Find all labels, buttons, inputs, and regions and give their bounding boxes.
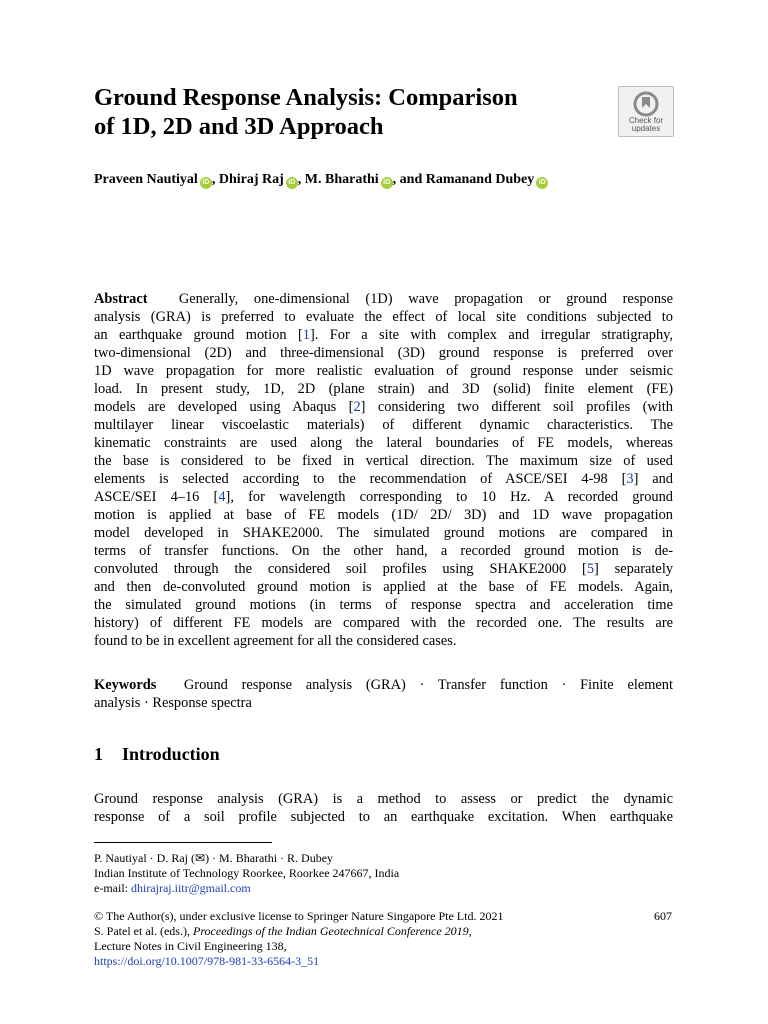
footnote-affiliation: Indian Institute of Technology Roorkee, Roorkee 247667, India: [94, 866, 400, 880]
abstract-line: terms of transfer functions. On the other hand, a recorded ground motion is de-: [94, 543, 673, 559]
abstract-line: history) of different FE models are compared with the recorded one. The results are: [94, 615, 673, 631]
abstract-line: and then de-convoluted ground motion is applied at the base of FE models. Again,: [94, 579, 673, 595]
abstract-line: multilayer linear viscoelastic materials) of different dynamic characteristics. The: [94, 417, 673, 433]
footnote-rule: [94, 842, 272, 843]
citation-link[interactable]: 3: [626, 471, 634, 487]
abstract-line: found to be in excellent agreement for all the considered cases.: [94, 633, 457, 649]
abstract-line: models are developed using Abaqus [2] considering two different soil profiles (with: [94, 399, 673, 415]
check-for-updates-icon: [633, 91, 659, 117]
abstract-line: the simulated ground motions (in terms of response spectra and acceleration time: [94, 597, 673, 613]
citation-link[interactable]: 2: [353, 399, 361, 415]
abstract-line: two-dimensional (2D) and three-dimensional (3D) ground response is preferred over: [94, 345, 673, 361]
abstract-line: elements is selected according to the recommendation of ASCE/SEI 4-98 [3] and: [94, 471, 673, 487]
author-list: [94, 172, 548, 189]
citation-link[interactable]: 5: [586, 561, 595, 577]
copyright-line: © The Author(s), under exclusive license to Springer Nature Singapore Pte Ltd. 2021: [94, 909, 504, 923]
citation-link[interactable]: 4: [218, 489, 226, 505]
author-name: Dhiraj Raj: [218, 172, 284, 187]
orcid-icon[interactable]: iD: [286, 177, 298, 189]
citation-link[interactable]: 1: [302, 327, 310, 343]
title-line-1: Ground Response Analysis: Comparison: [94, 84, 518, 111]
author-separator: ,: [211, 172, 219, 187]
author-name: M. Bharathi: [304, 172, 379, 187]
keywords-line: analysis · Response spectra: [94, 695, 252, 711]
footnote-email: e-mail: dhirajraj.iitr@gmail.com: [94, 881, 251, 895]
section-heading: [94, 744, 220, 765]
mail-icon: ✉: [195, 851, 206, 865]
abstract-line: the base is considered to be fixed in vertical direction. The maximum size of used: [94, 453, 673, 469]
doi-link[interactable]: https://doi.org/10.1007/978-981-33-6564-3_51: [94, 954, 320, 968]
abstract-line: model developed in SHAKE2000. The simulated ground motions are compared in: [94, 525, 673, 541]
email-link[interactable]: dhirajraj.iitr@gmail.com: [130, 881, 251, 895]
page-number: 607: [654, 909, 672, 923]
proceedings-title: Proceedings of the Indian Geotechnical Conference 2019: [192, 924, 469, 938]
abstract-line: Abstract Generally, one-dimensional (1D) wave propagation or ground response: [94, 291, 673, 307]
author-name: Ramanand Dubey: [425, 172, 535, 187]
keywords-label: Keywords: [94, 677, 157, 693]
badge-text-line-1: Check for: [628, 116, 664, 125]
intro-line: response of a soil profile subjected to an earthquake excitation. When earthquake: [94, 809, 673, 825]
proceedings-line: S. Patel et al. (eds.), Proceedings of the Indian Geotechnical Conference 2019,: [94, 924, 472, 938]
orcid-icon[interactable]: iD: [536, 177, 548, 189]
abstract-line: convoluted through the considered soil profiles using SHAKE2000 [5] separately: [94, 561, 674, 577]
abstract-label: Abstract: [94, 291, 148, 307]
title-line-2: of 1D, 2D and 3D Approach: [94, 113, 384, 140]
orcid-icon[interactable]: iD: [200, 177, 212, 189]
orcid-icon[interactable]: iD: [381, 177, 393, 189]
abstract-line: 1D wave propagation for more realistic evaluation of ground response under seismic: [94, 363, 673, 379]
abstract-line: kinematic constraints are used along the lateral boundaries of FE models, whereas: [94, 435, 673, 451]
footnote-authors: P. Nautiyal · D. Raj (✉) · M. Bharathi · R. Dubey: [94, 851, 334, 865]
keywords-line: Keywords Ground response analysis (GRA) · Transfer function · Finite element: [94, 677, 674, 693]
author-name: Praveen Nautiyal: [94, 172, 198, 187]
paper-title: [94, 83, 604, 141]
section-number: 1: [94, 744, 103, 764]
author-separator: ,: [297, 172, 305, 187]
series-line: Lecture Notes in Civil Engineering 138,: [94, 939, 287, 953]
section-title: Introduction: [122, 744, 220, 764]
abstract-line: an earthquake ground motion [1]. For a site with complex and irregular stratigraphy,: [94, 327, 673, 343]
abstract-line: load. In present study, 1D, 2D (plane strain) and 3D (solid) finite element (FE): [94, 381, 673, 397]
intro-line: Ground response analysis (GRA) is a method to assess or predict the dynamic: [94, 791, 673, 807]
badge-text-line-2: updates: [631, 124, 661, 133]
check-for-updates-badge[interactable]: [618, 86, 674, 137]
abstract-line: analysis (GRA) is preferred to evaluate the effect of local site conditions subjected to: [94, 309, 673, 325]
author-separator: , and: [392, 172, 426, 187]
abstract-line: ASCE/SEI 4–16 [4], for wavelength corresponding to 10 Hz. A recorded ground: [94, 489, 673, 505]
abstract-line: motion is applied at base of FE models (1D/ 2D/ 3D) and 1D wave propagation: [94, 507, 673, 523]
